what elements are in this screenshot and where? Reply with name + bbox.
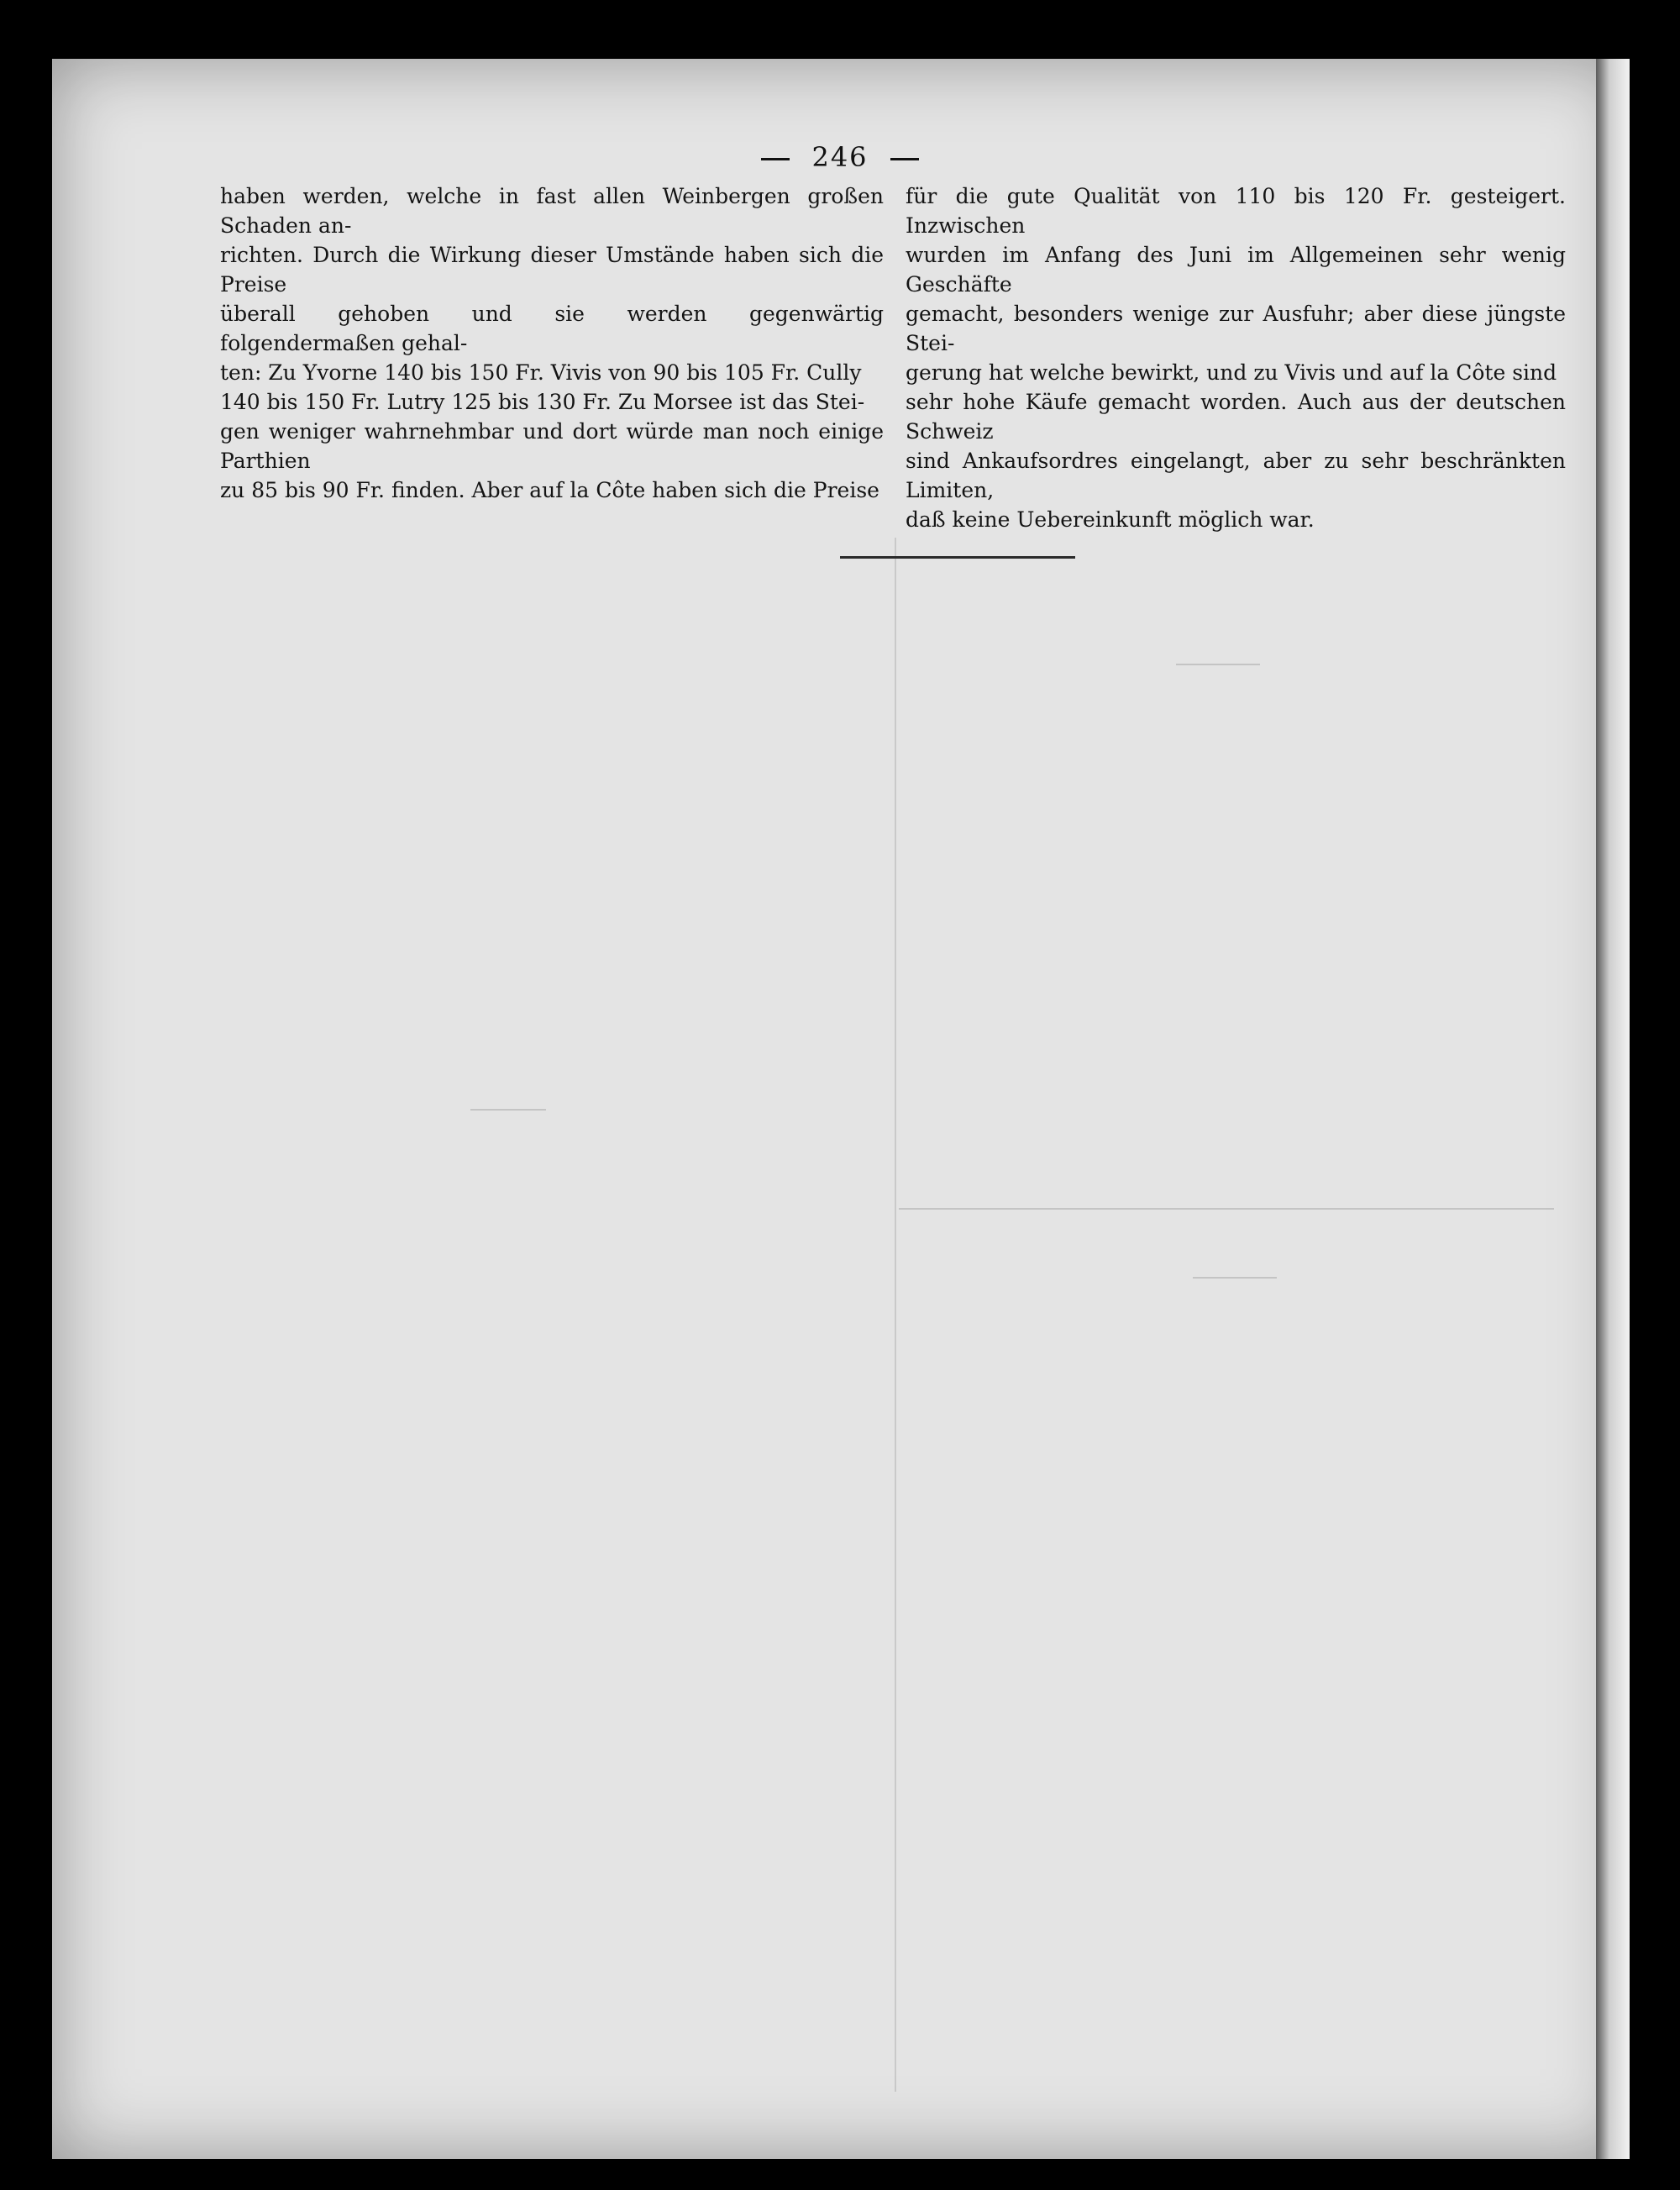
left-column-line: gen weniger wahrnehmbar und dort würde man noch einige Parthien: [220, 419, 884, 473]
right-column-line: für die gute Qualität von 110 bis 120 Fr. gesteigert. Inzwischen: [906, 184, 1566, 238]
left-column-line: richten. Durch die Wirkung dieser Umstände haben sich die Preise: [220, 243, 884, 297]
show-through-rule: [1193, 1277, 1277, 1279]
left-column-line: zu 85 bis 90 Fr. finden. Aber auf la Côte haben sich die Preise: [220, 478, 879, 502]
show-through-rule: [470, 1109, 546, 1111]
left-column-line: haben werden, welche in fast allen Weinbergen großen Schaden an-: [220, 184, 884, 238]
left-column-line: überall gehoben und sie werden gegenwärtig folgendermaßen gehal-: [220, 302, 884, 355]
right-column-line: wurden im Anfang des Juni im Allgemeinen sehr wenig Geschäfte: [906, 243, 1566, 297]
page-header: [0, 141, 1680, 173]
page-fold-line: [895, 538, 896, 2092]
right-column-line: sehr hohe Käufe gemacht worden. Auch aus der deutschen Schweiz: [906, 390, 1566, 444]
left-column: [220, 181, 884, 505]
show-through-rule: [1176, 664, 1260, 665]
page-edge-shadow: [1596, 59, 1630, 2159]
section-divider-rule: [840, 556, 1075, 559]
show-through-rule: [899, 1208, 1554, 1210]
page-number: 246: [811, 141, 869, 173]
right-column-line: sind Ankaufsordres eingelangt, aber zu sehr beschränkten Limiten,: [906, 449, 1566, 502]
header-dash-right: [890, 158, 919, 160]
left-column-line: 140 bis 150 Fr. Lutry 125 bis 130 Fr. Zu Morsee ist das Stei-: [220, 390, 865, 414]
header-dash-left: [761, 158, 790, 160]
right-column-line: gerung hat welche bewirkt, und zu Vivis und auf la Côte sind: [906, 360, 1557, 385]
left-column-line: ten: Zu Yvorne 140 bis 150 Fr. Vivis von 90 bis 105 Fr. Cully: [220, 360, 862, 385]
right-column-line: daß keine Uebereinkunft möglich war.: [906, 507, 1315, 532]
right-column-line: gemacht, besonders wenige zur Ausfuhr; aber diese jüngste Stei-: [906, 302, 1566, 355]
right-column: [906, 181, 1566, 534]
